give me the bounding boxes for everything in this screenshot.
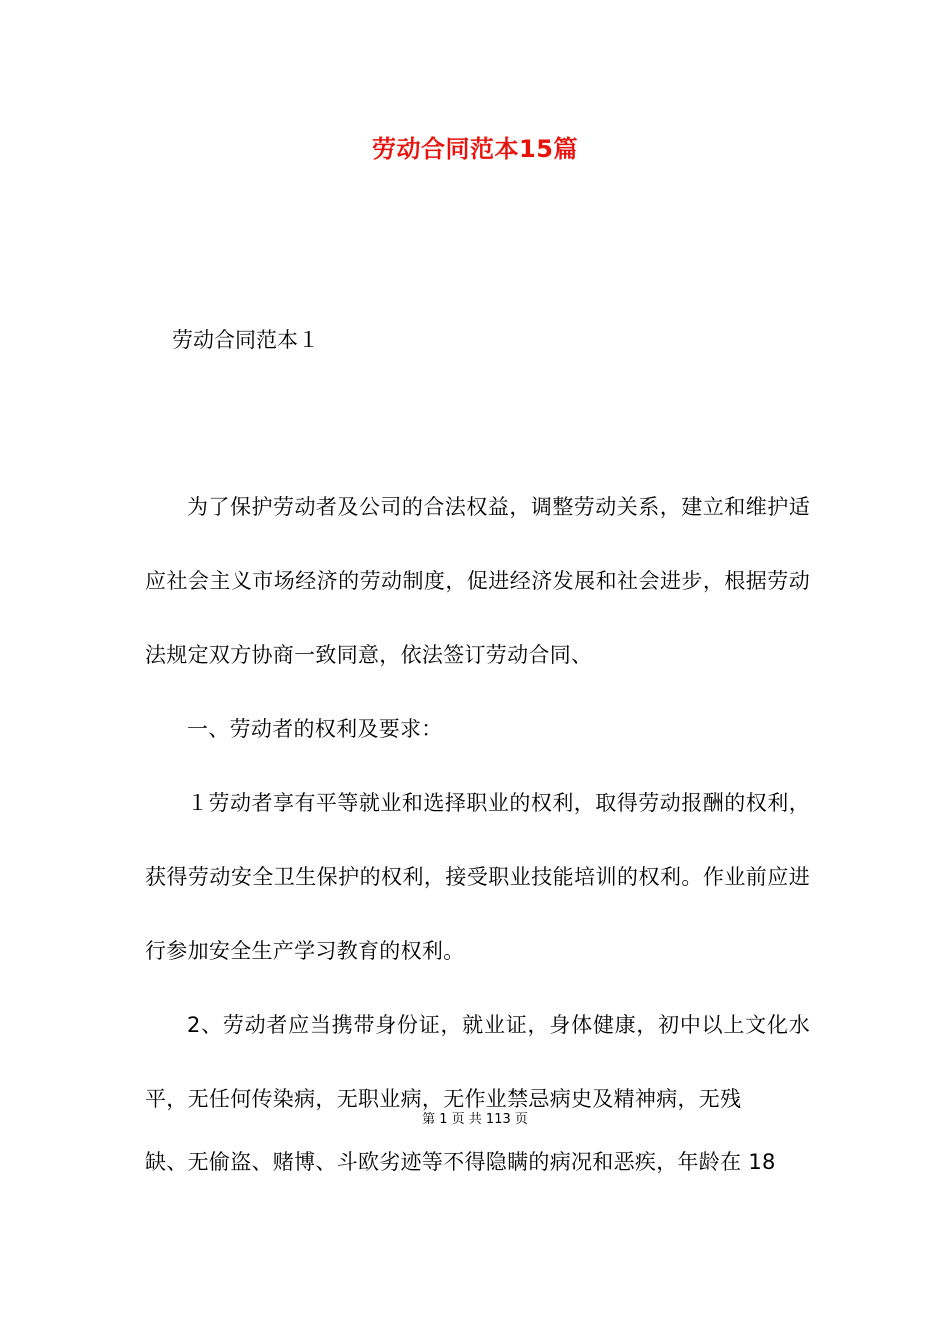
continuation-line: 缺、无偷盗、赌博、斗欧劣迹等不得隐瞒的病况和恶疾，年龄在 18 <box>145 1150 776 1174</box>
paragraph-rights-2: 2、劳动者应当携带身份证，就业证，身体健康，初中以上文化水平，无任何传染病，无职业病，无作业禁忌病史及精神病，无残 <box>145 1013 810 1111</box>
section-heading: 劳动合同范本１ <box>172 328 319 352</box>
paragraph-rights-heading: 一、劳动者的权利及要求： <box>187 717 443 741</box>
document-title: 劳动合同范本15篇 <box>372 135 578 163</box>
page-number-footer: 第 1 页 共 113 页 <box>422 1112 528 1127</box>
paragraph-intro: 为了保护劳动者及公司的合法权益，调整劳动关系，建立和维护适应社会主义市场经济的劳动制度，促进经济发展和社会进步，根据劳动法规定双方协商一致同意，依法签订劳动合同、 <box>145 495 810 667</box>
contract-body <box>145 470 810 1136</box>
paragraph-rights-1: １劳动者享有平等就业和选择职业的权利，取得劳动报酬的权利，获得劳动安全卫生保护的权利，接受职业技能培训的权利。作业前应进行参加安全生产学习教育的权利。 <box>145 791 810 963</box>
